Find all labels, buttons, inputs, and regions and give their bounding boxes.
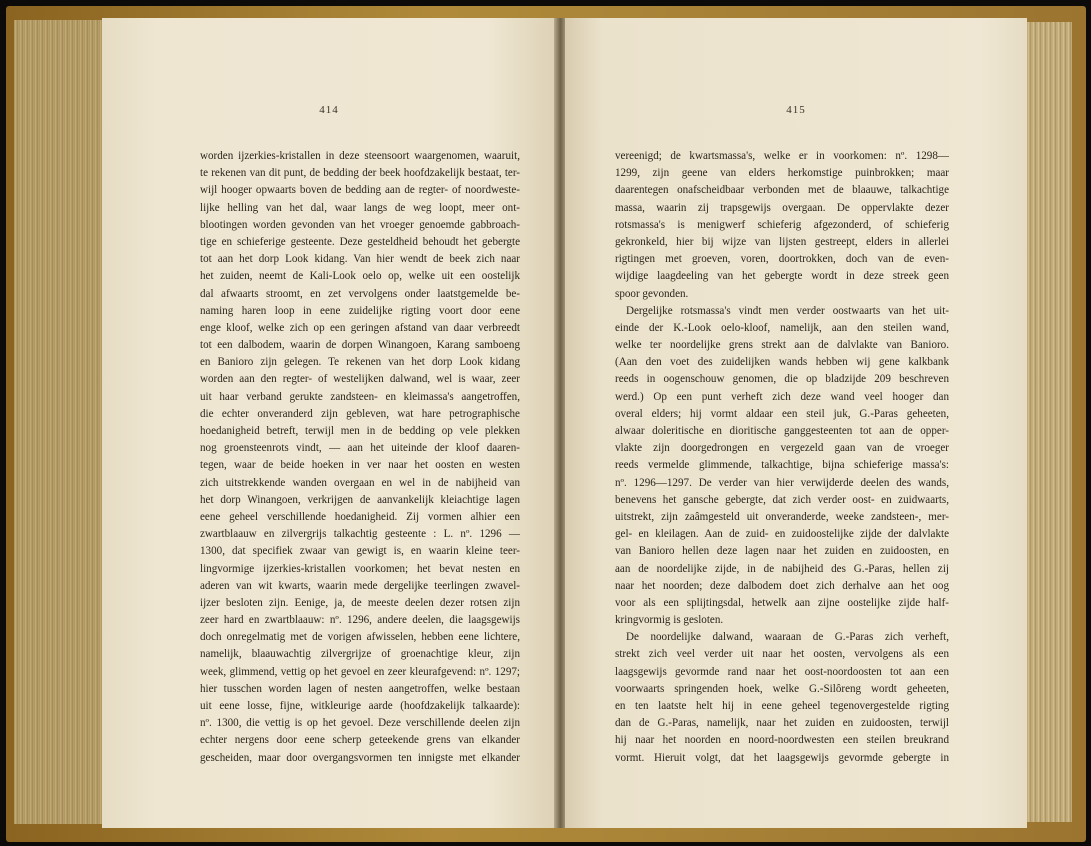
text-line: kringvormig is gesloten. (615, 614, 724, 627)
text-line: wijl hooger opwaarts boven de bedding aan de regter- of noordweste- (200, 184, 520, 197)
text-line: vlakte zijn doorgedrongen en vergezeld gaan van de vroeger (615, 442, 949, 455)
text-line: uit eene losse, fijne, witkleurige aarde (hoofdzakelijk talkaarde): (200, 700, 520, 712)
text-line: tot aan het dorp Look kidang. Van hier wendt de beek zich naar (200, 253, 520, 266)
text-line: ijzer besloten zijn. Eenige, ja, de meeste deelen dezer rotsen zijn (200, 596, 520, 609)
text-line: reeds vermelde glimmende, talkachtige, bijna schieferige massa's: (615, 459, 949, 472)
text-line: hoedanigheid betreft, terwijl men in de bedding op vele plekken (200, 425, 520, 437)
text-line: rotsmassa's is menigwerf schieferig afgezonderd, of schieferig (615, 218, 949, 231)
text-line: gekronkeld, hier bij wijze van lijsten gestreept, elders in allerlei (615, 235, 949, 248)
text-line: namelijk, blaauwachtig zilvergrijze of groenachtige kleur, zijn (200, 648, 520, 661)
text-line: daarentegen onafscheidbaar verbonden met de blaauwe, talkachtige (615, 184, 949, 197)
text-line: van Banioro hellen deze lagen naar het zuiden en zuidoosten, en (615, 545, 949, 558)
text-line: uit haar verband gerukte zandsteen- en kleimassa's aangetroffen, (200, 390, 520, 403)
left-page-number: 414 (319, 104, 339, 116)
text-line: spoor gevonden. (615, 287, 689, 300)
left-page (102, 18, 556, 828)
text-line: eene geheel verschillende hoedanigheid. Zij vormen alhier een (200, 510, 520, 523)
text-line: alwaar doleritische en dioritische ganggesteenten tot aan de opper- (615, 425, 949, 437)
text-line: (Aan den voet des zuidelijken wands hebben wij gene kalkbank (615, 356, 949, 369)
text-line: worden ijzerkies-kristallen in deze steensoort waargenomen, waaruit, (200, 150, 520, 162)
text-line: tegen, waar de beide hoeken in ver naar het oosten en westen (200, 459, 520, 472)
right-page-number: 415 (786, 104, 806, 116)
text-line: en Banioro zijn gelegen. Te rekenen van het dorp Look kidang (200, 356, 520, 369)
text-line: en ten laatste helt hij in eene geheel tegenovergestelde rigting (615, 700, 949, 712)
text-line: benevens het gansche gebergte, dat zich verder oost- en zuidwaarts, (615, 493, 949, 506)
text-line: aan de noordelijke zijde, in de nabijheid des G.-Paras, hellen zij (615, 562, 949, 575)
text-line: vormt. Hieruit volgt, dat het laagsgewijs gevormde gebergte in (615, 751, 949, 764)
text-line: zwartblaauw en zilvergrijs talkachtig gesteente : L. nº. 1296 — (200, 528, 520, 541)
text-line: doch onregelmatig met de vorigen afwisselen, hebben eene lichtere, (200, 631, 520, 644)
page-edges-right (1022, 22, 1072, 822)
text-line: zich uitstrekkende wanden overgaan en wel in de nabijheid van (200, 476, 520, 489)
text-line: nº. 1296—1297. De verder van hier verwijderde deelen des wands, (615, 476, 949, 489)
text-line: naming haren loop in eene zuidelijke rigting voort door eene (200, 304, 520, 317)
text-line: rigtingen met groeven, voren, doortrokken, doch van de even- (615, 253, 949, 266)
text-line: uitstrekt, zijn zaâmgesteld uit onveranderde, weeke zandsteen-, mer- (615, 510, 949, 523)
text-line: hij naar het noorden en noord-noordwesten een steilen breukrand (615, 734, 949, 747)
text-line: welke ter noordelijke grens strekt aan de dalvlakte van Banioro. (615, 339, 949, 352)
text-line: wijdige laagdeeling van het gebergte wordt in deze streek geen (615, 270, 949, 283)
text-line: blootingen worden gevonden van het vroeger genoemde gabbroach- (200, 218, 520, 231)
text-line: einde der K.-Look oelo-kloof, namelijk, aan den steilen wand, (615, 321, 949, 334)
text-line: echter nergens door eene scherp geteekende grens van elkander (200, 734, 520, 747)
text-line: Dergelijke rotsmassa's vindt men verder oostwaarts van het uit- (626, 304, 949, 317)
text-line: tot een dalbodem, waarin de dorpen Winangoen, Karang samboeng (200, 339, 520, 352)
text-line: dan de G.-Paras, namelijk, naar het zuiden en zuidoosten, terwijl (615, 717, 949, 730)
right-page-text (615, 148, 949, 767)
text-line: voorwaarts springenden hoek, welke G.-Silôreng wordt geheeten, (615, 682, 949, 695)
text-line: aderen van wit kwarts, waarin mede dergelijke teerlingen zwavel- (200, 579, 520, 592)
text-line: werd.) Op een punt verheft zich deze wand veel hooger dan (615, 390, 949, 403)
text-line: zeer hard en zwartblaauw: nº. 1296, andere deelen, die laagsgewijs (200, 614, 520, 627)
text-line: dal afwaarts stroomt, en zet vervolgens onder laatstgemelde be- (200, 287, 520, 300)
page-edges-left (14, 20, 106, 824)
text-line: nog groensteenrots vindt, — aan het uiteinde der kloof daaren- (200, 442, 520, 455)
text-line: strekt zich veel verder uit naar het oosten, vervolgens als een (615, 648, 949, 661)
text-line: het dorp Winangoen, verkrijgen de aanvankelijk kleiachtige lagen (200, 493, 520, 506)
text-line: 1299, zijn geene van elders herkomstige puinbrokken; maar (615, 167, 949, 180)
right-page (565, 18, 1027, 828)
text-line: De noordelijke dalwand, waaraan de G.-Paras zich verheft, (626, 631, 949, 644)
text-line: week, glimmend, vettig op het gevoel en zeer kleurafgevend: nº. 1297; (200, 665, 520, 678)
text-line: tige en schieferige gesteente. Deze gesteldheid behoudt het gebergte (200, 235, 520, 248)
text-line: hier tusschen worden lagen of nesten aangetroffen, welke bestaan (200, 682, 520, 695)
text-line: naar het noorden; deze dalbodem doet zich derhalve aan het oog (615, 579, 949, 592)
text-line: nº. 1300, die vettig is op het gevoel. Deze verschillende deelen zijn (200, 717, 520, 730)
text-line: overal elders; hij vormt aldaar een steil juk, G.-Paras geheeten, (615, 407, 949, 420)
text-line: voor als een splijtingsdal, hetwelk aan zijne oostelijke zijde half- (615, 596, 949, 609)
text-line: lijke helling van het dal, waar langs de weg loopt, meer ont- (200, 201, 520, 214)
text-line: 1300, dat specifiek zwaar van gewigt is, en waarin kleine teer- (200, 545, 520, 558)
text-line: gescheiden, maar door overgangsvormen ten innigste met elkander (200, 751, 520, 764)
text-line: te rekenen van dit punt, de bedding der beek hoofdzakelijk bestaat, ter- (200, 167, 520, 180)
text-line: enge kloof, welke zich op een geringen afstand van daar verbreedt (200, 321, 520, 334)
text-line: lingvormige ijzerkies-kristallen voorkomen; het bevat nesten en (200, 562, 520, 575)
text-line: die echter onveranderd zijn gebleven, wat hare petrographische (200, 407, 520, 420)
text-line: het zuiden, neemt de Kali-Look oelo op, welke uit een oostelijk (200, 270, 520, 283)
text-line: reeds in oogenschouw genomen, die op bladzijde 209 beschreven (615, 373, 949, 386)
text-line: vereenigd; de kwartsmassa's, welke er in voorkomen: nº. 1298— (615, 150, 949, 162)
text-line: gel- en kleilagen. Aan de zuid- en zuidoostelijke zijde der dalvlakte (615, 528, 949, 541)
left-page-text (200, 148, 520, 767)
text-line: massa, waarin zij trapsgewijs overgaan. De oppervlakte dezer (615, 201, 949, 214)
text-line: laagsgewijs gevormde rand naar het oost-noordoosten tot aan een (615, 665, 949, 678)
text-line: worden aan den regter- of westelijken dalwand, wel is waar, zeer (200, 373, 520, 386)
